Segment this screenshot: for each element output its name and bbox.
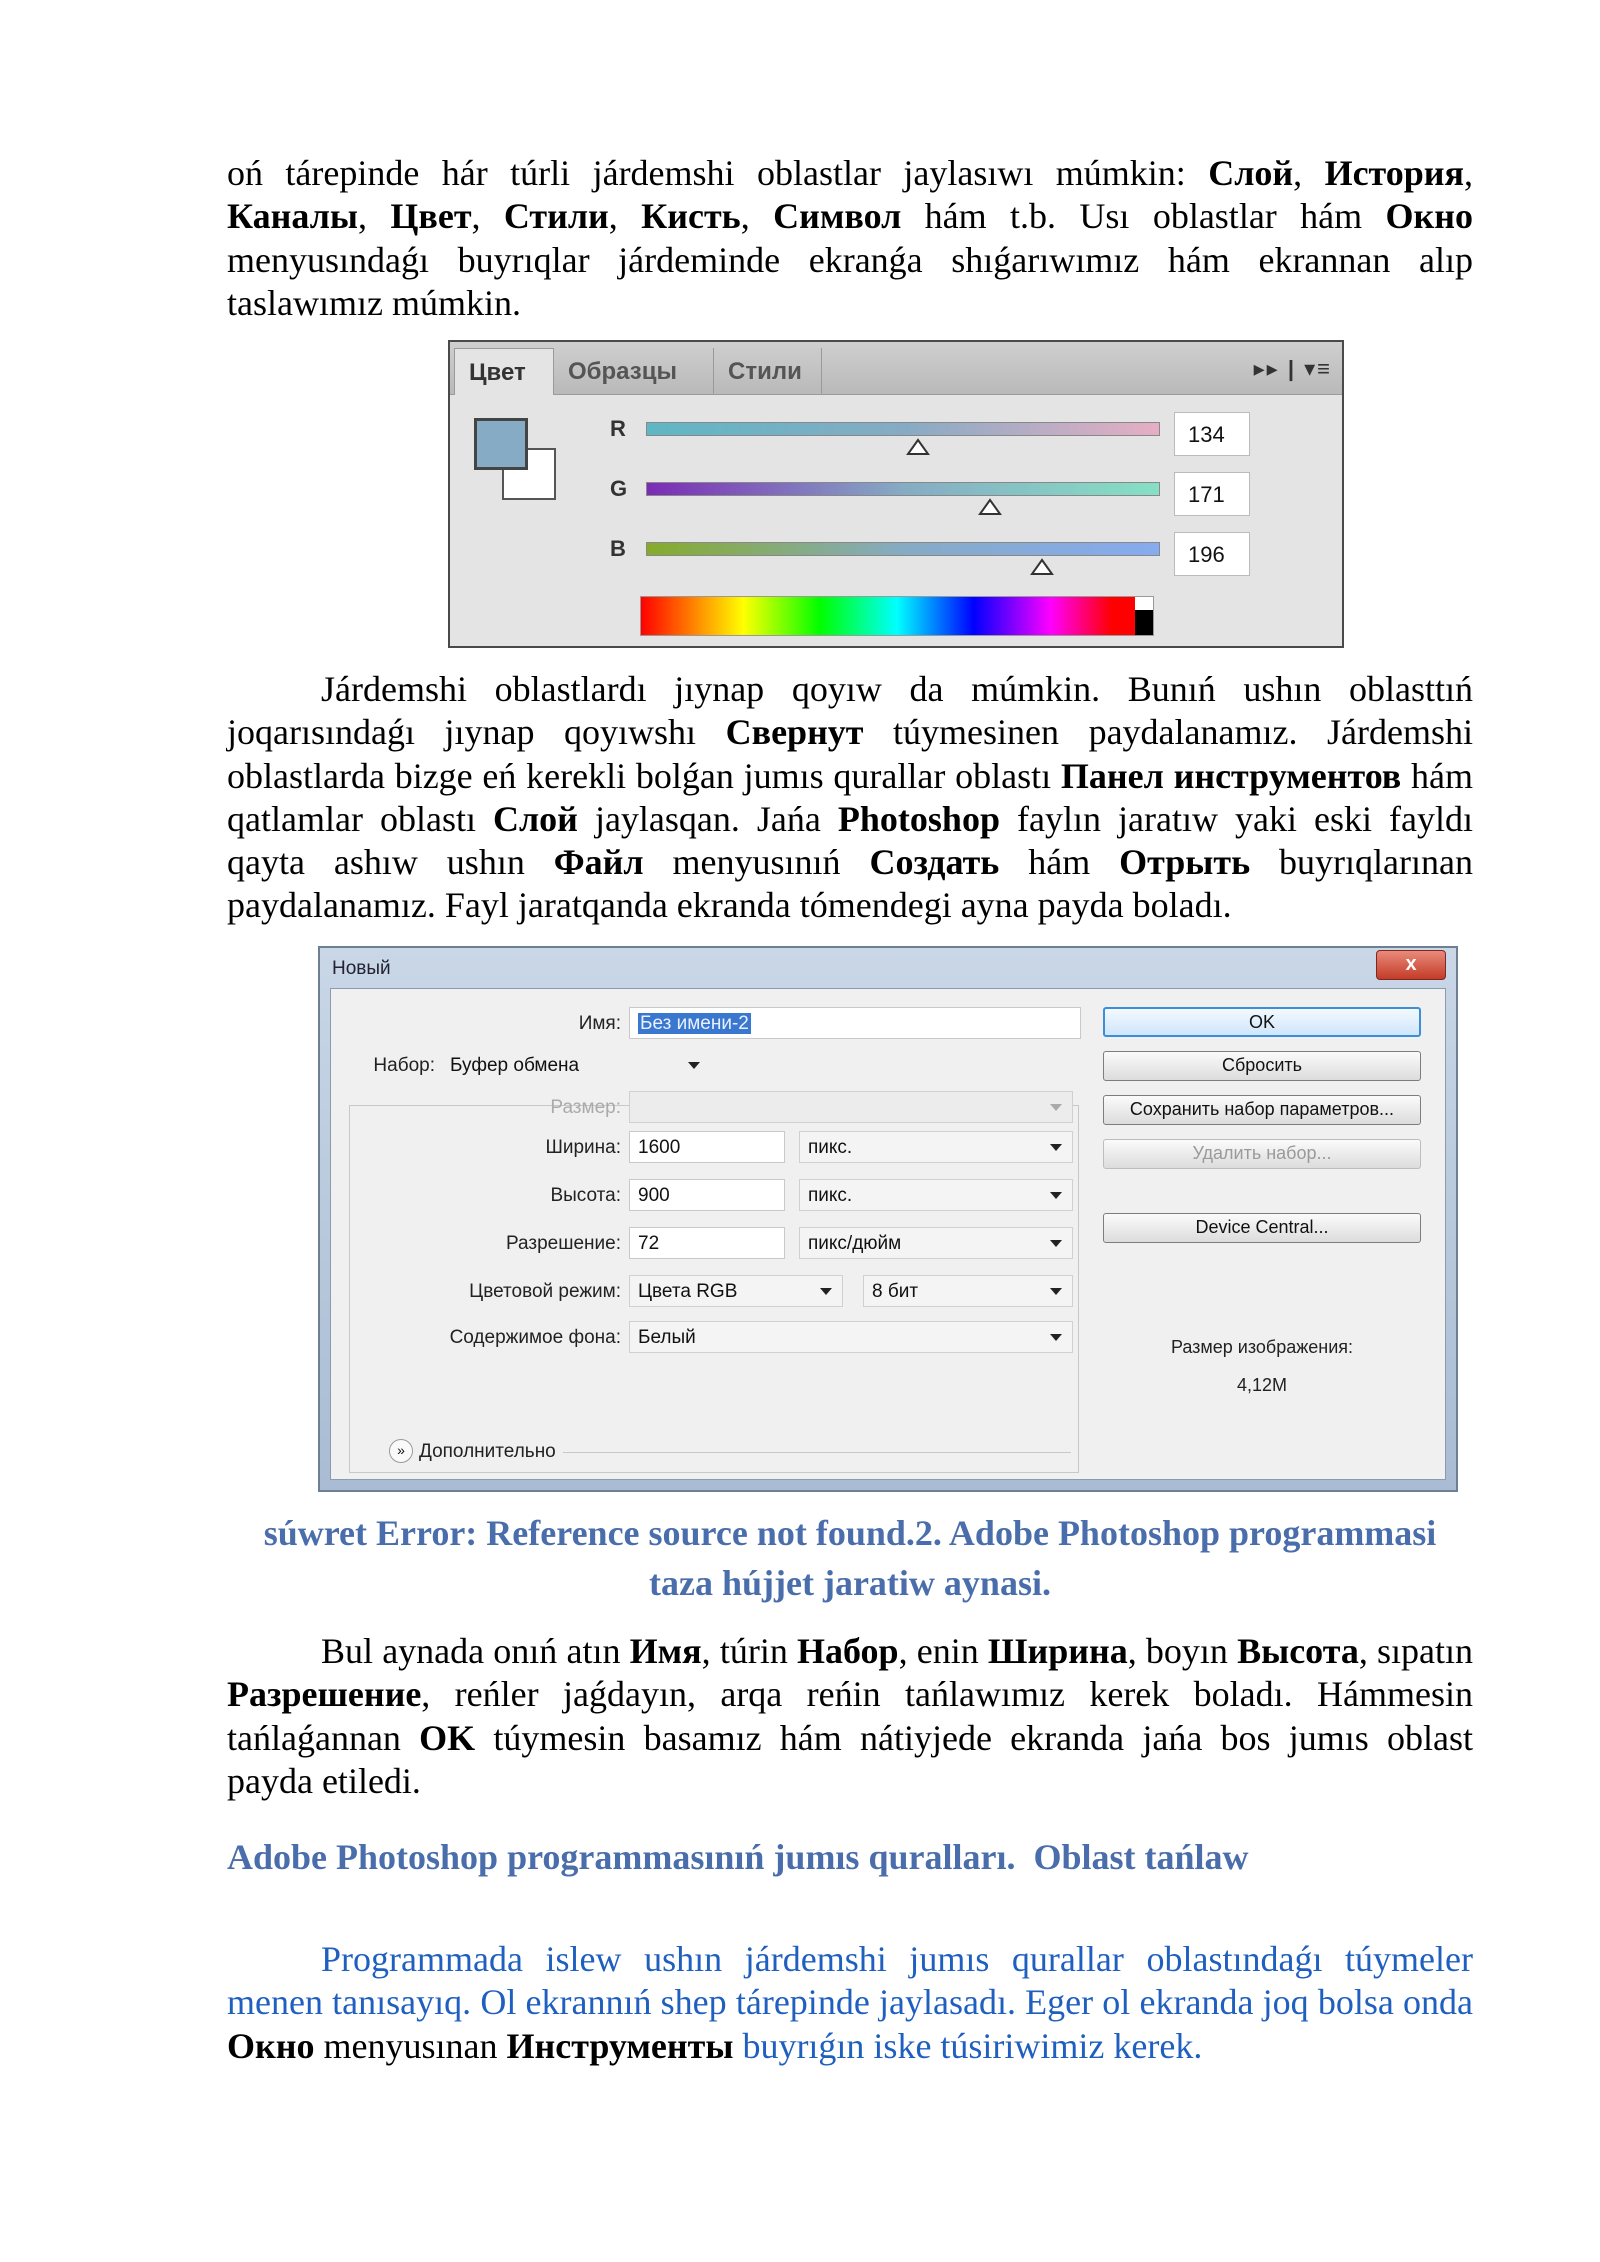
name-input[interactable]: Без имени-2 xyxy=(629,1007,1081,1039)
save-preset-button[interactable]: Сохранить набор параметров... xyxy=(1103,1095,1421,1125)
channel-value-b[interactable]: 196 xyxy=(1174,532,1250,576)
channel-value-r[interactable]: 134 xyxy=(1174,412,1250,456)
slider-g[interactable] xyxy=(646,482,1160,496)
advanced-divider xyxy=(563,1452,1071,1453)
dialog-title: Новый xyxy=(332,958,391,979)
figure-caption-line-1: súwret Error: Reference source not found.2. Adobe Photoshop programmasi xyxy=(263,1513,1437,1553)
slider-b[interactable] xyxy=(646,542,1160,556)
tab-color[interactable]: Цвет xyxy=(454,348,554,395)
paragraph-3: Bul aynada onıń atın Имя, túrin Набор, enin Ширина, boyın Высота, sıpatın Разрешение, reńler jaǵdayın, arqa reńin tańlawımız kerek boladı. Hámmesin tańlaǵannan OK túymesin basamız hám nátiyjede ekranda jańa bos jumıs oblast payda etiledi. xyxy=(227,1631,1474,1801)
name-label: Имя: xyxy=(578,1013,621,1034)
tab-swatches[interactable]: Образцы xyxy=(554,348,714,394)
reset-button[interactable]: Сбросить xyxy=(1103,1051,1421,1081)
height-label: Высота: xyxy=(550,1185,621,1206)
preset-label: Набор: xyxy=(361,1055,437,1077)
slider-r[interactable] xyxy=(646,422,1160,436)
advanced-label[interactable]: Дополнительно xyxy=(419,1441,556,1462)
ok-button[interactable]: OK xyxy=(1103,1007,1421,1037)
panel-menu-icon[interactable]: ▸▸ | ▾≡ xyxy=(1253,356,1332,381)
delete-preset-button[interactable]: Удалить набор... xyxy=(1103,1139,1421,1169)
size-select[interactable] xyxy=(629,1091,1073,1123)
new-document-dialog xyxy=(318,946,1458,1492)
image-size-value: 4,12M xyxy=(1236,1375,1288,1395)
preset-select[interactable]: Буфер обмена xyxy=(441,1049,711,1081)
color-mode-select[interactable]: Цвета RGB xyxy=(629,1275,843,1307)
background-contents-label: Содержимое фона: xyxy=(449,1327,621,1348)
width-unit-select[interactable]: пикс. xyxy=(799,1131,1073,1163)
channel-label-g: G xyxy=(610,476,628,501)
resolution-unit-select[interactable]: пикс/дюйм xyxy=(799,1227,1073,1259)
bit-depth-select[interactable]: 8 бит xyxy=(863,1275,1073,1307)
tab-styles[interactable]: Стили xyxy=(714,348,822,394)
close-button[interactable]: x xyxy=(1376,950,1446,980)
section-heading: Adobe Photoshop programmasınıń jumıs quralları. Oblast tańlaw xyxy=(227,1837,1249,1877)
paragraph-4: Programmada islew ushın járdemshi jumıs qurallar oblastındaǵı túymeler menen tanısayıq. Ol ekrannıń shep tárepinde jaylasadı. Eger ol ekranda joq bolsa onda Окно menyusınan Инструменты buyrıǵın iske túsiriwimiz kerek. xyxy=(227,1939,1473,2066)
channel-value-g[interactable]: 171 xyxy=(1174,472,1250,516)
channel-label-b: B xyxy=(610,536,626,561)
image-size-label: Размер изображения: xyxy=(1170,1337,1354,1357)
height-unit-select[interactable]: пикс. xyxy=(799,1179,1073,1211)
paragraph-1: oń tárepinde hár túrli járdemshi oblastlar jaylasıwı múmkin: Слой, История, Каналы, Цвет, Стили, Кисть, Символ hám t.b. Usı oblastlar hám Окно menyusındaǵı buyrıqlar járdeminde ekranǵa shıǵarıwımız hám ekrannan alıp taslawımız múmkin. xyxy=(227,153,1474,323)
height-input[interactable]: 900 xyxy=(629,1179,785,1211)
dialog-body xyxy=(330,988,1446,1480)
color-panel xyxy=(448,340,1344,648)
color-spectrum-bar[interactable] xyxy=(640,596,1154,636)
advanced-expand-icon[interactable]: » xyxy=(389,1439,413,1463)
resolution-input[interactable]: 72 xyxy=(629,1227,785,1259)
figure-caption-line-2: taza hújjet jaratiw aynasi. xyxy=(649,1563,1051,1603)
panel-tab-bar xyxy=(450,342,1342,395)
background-contents-select[interactable]: Белый xyxy=(629,1321,1073,1353)
resolution-label: Разрешение: xyxy=(505,1233,621,1254)
width-input[interactable]: 1600 xyxy=(629,1131,785,1163)
black-white-ramp[interactable] xyxy=(1135,597,1153,635)
channel-label-r: R xyxy=(610,416,626,441)
color-mode-label: Цветовой режим: xyxy=(469,1281,621,1302)
size-label: Размер: xyxy=(550,1097,621,1118)
foreground-color-swatch[interactable] xyxy=(474,418,528,470)
device-central-button[interactable]: Device Central... xyxy=(1103,1213,1421,1243)
width-label: Ширина: xyxy=(545,1137,621,1158)
paragraph-2: Járdemshi oblastlardı jıynap qoyıw da múmkin. Bunıń ushın oblasttıń joqarısındaǵı jıynap qoyıwshı Свернут túymesinen paydalanamız. Járdemshi oblastlarda bizge eń kerekli bolǵan jumıs qurallar oblastı Панел инструментов hám qatlamlar oblastı Слой jaylasqan. Jańa Photoshop faylın jaratıw yaki eski fayldı qayta ashıw ushın Файл menyusınıń Создать hám Отрыть buyrıqlarınan paydalanamız. Fayl jaratqanda ekranda tómendegi ayna payda boladı. xyxy=(227,669,1473,926)
